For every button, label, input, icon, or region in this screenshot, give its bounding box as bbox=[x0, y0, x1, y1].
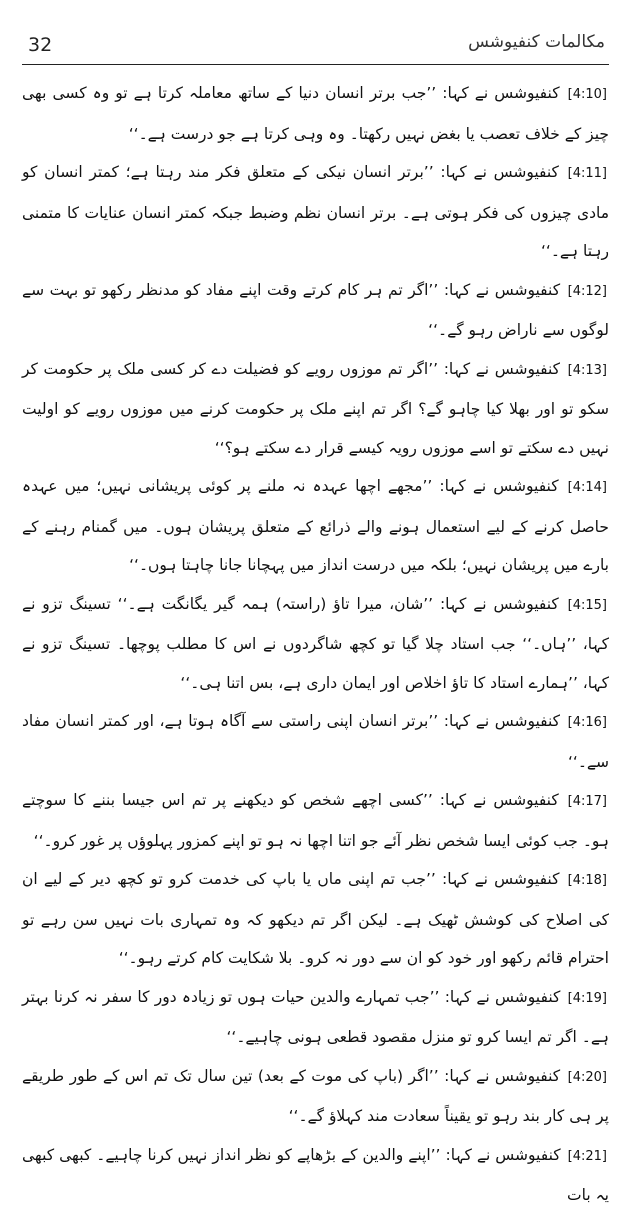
paragraph-4-19 bbox=[22, 978, 609, 1057]
paragraph-text: کنفیوشس نے کہا: ’’شان، میرا تاؤ (راستہ) ہمہ گیر یگانگت ہے۔‘‘ تسینگ تزو نے کہا، ’’ہاں۔‘‘ جب استاد چلا گیا تو کچھ شاگردوں نے اس کا مطلب پوچھا۔ تسینگ تزو نے کہا، ’’ہمارے استاد کا تاؤ اخلاص اور ایمان داری ہے، بس اتنا ہی۔‘‘ bbox=[22, 594, 609, 692]
paragraph-4-10 bbox=[22, 74, 609, 153]
paragraph-4-18 bbox=[22, 860, 609, 978]
paragraph-text: کنفیوشس نے کہا: ’’جب تمہارے والدین حیات ہوں تو زیادہ دور کا سفر نہ کرنا بہتر ہے۔ اگر تم ایسا کرو تو منزل مقصود قطعی ہونی چاہیے۔‘‘ bbox=[22, 987, 609, 1046]
page-header bbox=[22, 30, 609, 65]
paragraph-text: کنفیوشس نے کہا: ’’جب برتر انسان دنیا کے ساتھ معاملہ کرتا ہے تو وہ کسی بھی چیز کے خلاف تعصب یا بغض نہیں رکھتا۔ وہ وہی کرتا ہے جو درست ہے۔‘‘ bbox=[22, 84, 609, 143]
paragraph-4-17 bbox=[22, 781, 609, 860]
verse-ref: [4:15] bbox=[567, 597, 607, 613]
verse-ref: [4:16] bbox=[567, 715, 607, 730]
verse-ref: [4:19] bbox=[567, 990, 607, 1006]
paragraph-text: کنفیوشس نے کہا: ’’اگر تم ہر کام کرتے وقت اپنے مفاد کو مدنظر رکھو تو بہت سے لوگوں سے ناراض رہو گے۔‘‘ bbox=[22, 280, 609, 339]
running-head: مکالمات کنفیوشس bbox=[468, 32, 605, 52]
page-body bbox=[22, 74, 609, 1204]
page-number: 32 bbox=[28, 34, 53, 56]
paragraph-4-14 bbox=[22, 467, 609, 585]
paragraph-text: کنفیوشس نے کہا: ’’برتر انسان اپنی راستی سے آگاہ ہوتا ہے، اور کمتر انسان مفاد سے۔‘‘ bbox=[22, 712, 609, 771]
verse-ref: [4:12] bbox=[567, 283, 607, 299]
paragraph-4-12 bbox=[22, 271, 609, 350]
verse-ref: [4:18] bbox=[567, 873, 607, 888]
verse-ref: [4:13] bbox=[567, 362, 607, 378]
paragraph-text: کنفیوشس نے کہا: ’’مجھے اچھا عہدہ نہ ملنے پر کوئی پریشانی نہیں؛ میں عہدہ حاصل کرنے کے لیے استعمال ہونے والے ذرائع کے متعلق پریشان ہوں۔ میں گمنام رہنے کے بارے میں پریشان نہیں؛ بلکہ میں درست انداز میں پہچانا جانا چاہتا ہوں۔‘‘ bbox=[22, 477, 609, 574]
paragraph-text: کنفیوشس نے کہا: ’’جب تم اپنی ماں یا باپ کی خدمت کرو تو کچھ دیر کے لیے ان کی اصلاح کی کوشش ٹھیک ہے۔ لیکن اگر تم دیکھو کہ وہ تمہاری بات نہیں سن رہے تو احترام قائم رکھو اور خود کو ان سے دور نہ کرو۔ بلا شکایت کام کرتے رہو۔‘‘ bbox=[22, 870, 609, 967]
paragraph-text: کنفیوشس نے کہا: ’’اپنے والدین کے بڑھاپے کو نظر انداز نہیں کرنا چاہیے۔ کبھی کبھی یہ بات bbox=[22, 1145, 609, 1204]
verse-ref: [4:17] bbox=[567, 794, 607, 809]
paragraph-4-20 bbox=[22, 1057, 609, 1136]
paragraph-text: کنفیوشس نے کہا: ’’اگر (باپ کی موت کے بعد) تین سال تک تم اس کے طور طریقے پر ہی کار بند رہو تو یقیناً سعادت مند کہلاؤ گے۔‘‘ bbox=[22, 1066, 609, 1125]
paragraph-4-11 bbox=[22, 153, 609, 271]
paragraph-4-21 bbox=[22, 1136, 609, 1215]
paragraph-4-15 bbox=[22, 585, 609, 703]
verse-ref: [4:10] bbox=[567, 87, 607, 102]
paragraph-text: کنفیوشس نے کہا: ’’کسی اچھے شخص کو دیکھنے پر تم اس جیسا بننے کا سوچتے ہو۔ جب کوئی ایسا شخص نظر آئے جو اتنا اچھا نہ ہو تو اپنے کمزور پہلوؤں پر غور کرو۔‘‘ bbox=[22, 791, 609, 850]
paragraph-text: کنفیوشس نے کہا: ’’برتر انسان نیکی کے متعلق فکر مند رہتا ہے؛ کمتر انسان کو مادی چیزوں کی فکر ہوتی ہے۔ برتر انسان نظم وضبط جبکہ کمتر انسان عنایات کا متمنی رہتا ہے۔‘‘ bbox=[22, 163, 609, 260]
verse-ref: [4:11] bbox=[567, 166, 607, 181]
paragraph-4-16 bbox=[22, 702, 609, 781]
paragraph-text: کنفیوشس نے کہا: ’’اگر تم موزوں رویے کو فضیلت دے کر کسی ملک پر حکومت کر سکو تو اور بھلا کیا چاہو گے؟ اگر تم اپنے ملک پر حکومت کرنے میں موزوں رویے کو اولیت نہیں دے سکتے تو اسے موزوں رویہ کیسے قرار دے سکتے ہو؟‘‘ bbox=[22, 359, 609, 457]
verse-ref: [4:21] bbox=[567, 1148, 607, 1164]
paragraph-4-13 bbox=[22, 350, 609, 468]
verse-ref: [4:14] bbox=[567, 480, 607, 495]
verse-ref: [4:20] bbox=[567, 1069, 607, 1085]
